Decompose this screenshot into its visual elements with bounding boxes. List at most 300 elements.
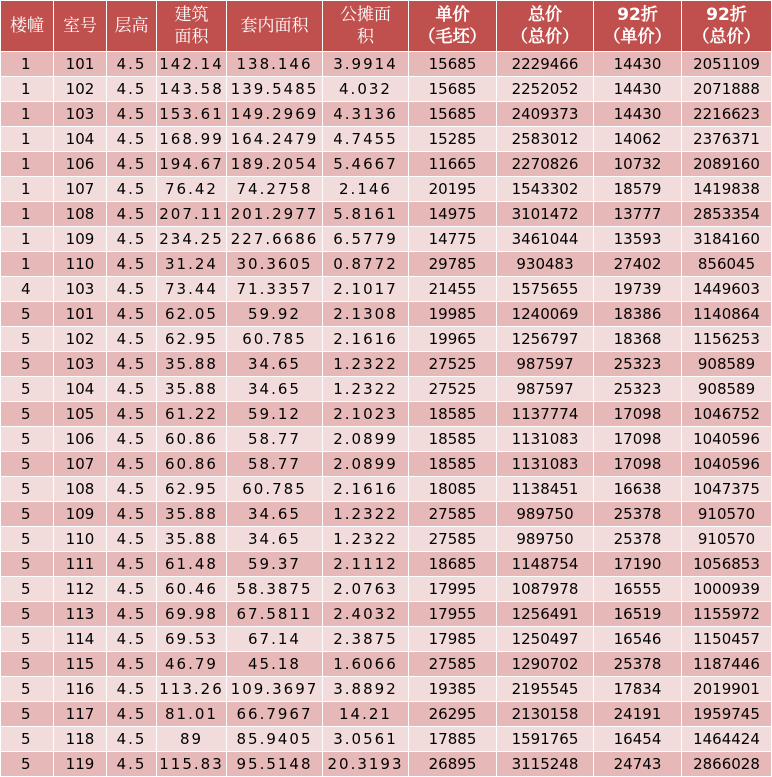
total-price-cell[interactable]: 1148754	[497, 552, 594, 577]
unit-price-cell[interactable]: 18585	[409, 452, 497, 477]
shared-area-cell[interactable]: 14.21	[323, 702, 409, 727]
shared-area-cell[interactable]: 3.8892	[323, 677, 409, 702]
building-cell[interactable]: 5	[1, 502, 54, 527]
unit-price-cell[interactable]: 18685	[409, 552, 497, 577]
building-area-cell[interactable]: 35.88	[157, 502, 227, 527]
unit-price-cell[interactable]: 18585	[409, 427, 497, 452]
floor-height-cell[interactable]: 4.5	[107, 702, 157, 727]
discount-unit-price-cell[interactable]: 13593	[594, 227, 682, 252]
total-price-cell[interactable]: 989750	[497, 502, 594, 527]
room-number-cell[interactable]: 112	[54, 577, 107, 602]
room-number-cell[interactable]: 105	[54, 402, 107, 427]
discount-unit-price-cell[interactable]: 25323	[594, 377, 682, 402]
shared-area-cell[interactable]: 1.2322	[323, 352, 409, 377]
total-price-cell[interactable]: 2409373	[497, 102, 594, 127]
discount-total-price-cell[interactable]: 2216623	[682, 102, 772, 127]
total-price-cell[interactable]: 2252052	[497, 77, 594, 102]
shared-area-cell[interactable]: 6.5779	[323, 227, 409, 252]
discount-unit-price-cell[interactable]: 17098	[594, 452, 682, 477]
interior-area-cell[interactable]: 67.14	[227, 627, 323, 652]
table-row[interactable]	[1, 77, 772, 102]
floor-height-cell[interactable]: 4.5	[107, 527, 157, 552]
floor-height-cell[interactable]: 4.5	[107, 302, 157, 327]
discount-unit-price-cell[interactable]: 25323	[594, 352, 682, 377]
interior-area-cell[interactable]: 189.2054	[227, 152, 323, 177]
discount-total-price-cell[interactable]: 1000939	[682, 577, 772, 602]
unit-price-cell[interactable]: 11665	[409, 152, 497, 177]
unit-price-cell[interactable]: 27585	[409, 652, 497, 677]
shared-area-cell[interactable]: 1.6066	[323, 652, 409, 677]
shared-area-cell[interactable]: 4.3136	[323, 102, 409, 127]
building-area-cell[interactable]: 153.61	[157, 102, 227, 127]
discount-unit-price-cell[interactable]: 18579	[594, 177, 682, 202]
unit-price-cell[interactable]: 17985	[409, 627, 497, 652]
discount-unit-price-cell[interactable]: 16555	[594, 577, 682, 602]
shared-area-cell[interactable]: 1.2322	[323, 502, 409, 527]
header-floor-height[interactable]: 层高	[107, 1, 157, 52]
discount-unit-price-cell[interactable]: 18386	[594, 302, 682, 327]
shared-area-cell[interactable]: 1.2322	[323, 377, 409, 402]
building-cell[interactable]: 1	[1, 252, 54, 277]
total-price-cell[interactable]: 2195545	[497, 677, 594, 702]
total-price-cell[interactable]: 1131083	[497, 452, 594, 477]
interior-area-cell[interactable]: 60.785	[227, 327, 323, 352]
header-interior-area[interactable]: 套内面积	[227, 1, 323, 52]
unit-price-cell[interactable]: 18585	[409, 402, 497, 427]
building-area-cell[interactable]: 69.98	[157, 602, 227, 627]
interior-area-cell[interactable]: 34.65	[227, 377, 323, 402]
table-row[interactable]	[1, 377, 772, 402]
discount-total-price-cell[interactable]: 2376371	[682, 127, 772, 152]
interior-area-cell[interactable]: 164.2479	[227, 127, 323, 152]
building-cell[interactable]: 5	[1, 452, 54, 477]
building-cell[interactable]: 4	[1, 277, 54, 302]
floor-height-cell[interactable]: 4.5	[107, 152, 157, 177]
discount-unit-price-cell[interactable]: 27402	[594, 252, 682, 277]
room-number-cell[interactable]: 116	[54, 677, 107, 702]
discount-total-price-cell[interactable]: 1047375	[682, 477, 772, 502]
building-cell[interactable]: 5	[1, 627, 54, 652]
discount-total-price-cell[interactable]: 1464424	[682, 727, 772, 752]
building-area-cell[interactable]: 61.22	[157, 402, 227, 427]
building-area-cell[interactable]: 35.88	[157, 352, 227, 377]
total-price-cell[interactable]: 1256797	[497, 327, 594, 352]
discount-total-price-cell[interactable]: 2089160	[682, 152, 772, 177]
interior-area-cell[interactable]: 58.77	[227, 427, 323, 452]
total-price-cell[interactable]: 2130158	[497, 702, 594, 727]
floor-height-cell[interactable]: 4.5	[107, 77, 157, 102]
building-cell[interactable]: 5	[1, 302, 54, 327]
unit-price-cell[interactable]: 18085	[409, 477, 497, 502]
building-area-cell[interactable]: 62.95	[157, 477, 227, 502]
discount-unit-price-cell[interactable]: 16519	[594, 602, 682, 627]
building-area-cell[interactable]: 143.58	[157, 77, 227, 102]
shared-area-cell[interactable]: 20.3193	[323, 752, 409, 777]
discount-total-price-cell[interactable]: 2019901	[682, 677, 772, 702]
discount-unit-price-cell[interactable]: 24743	[594, 752, 682, 777]
unit-price-cell[interactable]: 19965	[409, 327, 497, 352]
table-row[interactable]	[1, 552, 772, 577]
shared-area-cell[interactable]: 2.3875	[323, 627, 409, 652]
discount-total-price-cell[interactable]: 908589	[682, 352, 772, 377]
building-area-cell[interactable]: 61.48	[157, 552, 227, 577]
building-area-cell[interactable]: 168.99	[157, 127, 227, 152]
floor-height-cell[interactable]: 4.5	[107, 427, 157, 452]
discount-unit-price-cell[interactable]: 10732	[594, 152, 682, 177]
shared-area-cell[interactable]: 2.0899	[323, 427, 409, 452]
room-number-cell[interactable]: 103	[54, 352, 107, 377]
unit-price-cell[interactable]: 17885	[409, 727, 497, 752]
discount-unit-price-cell[interactable]: 14430	[594, 102, 682, 127]
building-cell[interactable]: 5	[1, 402, 54, 427]
building-area-cell[interactable]: 142.14	[157, 52, 227, 77]
table-row[interactable]	[1, 452, 772, 477]
interior-area-cell[interactable]: 58.77	[227, 452, 323, 477]
interior-area-cell[interactable]: 60.785	[227, 477, 323, 502]
room-number-cell[interactable]: 109	[54, 227, 107, 252]
interior-area-cell[interactable]: 66.7967	[227, 702, 323, 727]
discount-total-price-cell[interactable]: 910570	[682, 502, 772, 527]
discount-total-price-cell[interactable]: 2051109	[682, 52, 772, 77]
building-cell[interactable]: 5	[1, 727, 54, 752]
floor-height-cell[interactable]: 4.5	[107, 202, 157, 227]
floor-height-cell[interactable]: 4.5	[107, 227, 157, 252]
floor-height-cell[interactable]: 4.5	[107, 727, 157, 752]
discount-total-price-cell[interactable]: 1040596	[682, 452, 772, 477]
unit-price-cell[interactable]: 19385	[409, 677, 497, 702]
discount-total-price-cell[interactable]: 2866028	[682, 752, 772, 777]
table-row[interactable]	[1, 402, 772, 427]
interior-area-cell[interactable]: 74.2758	[227, 177, 323, 202]
room-number-cell[interactable]: 111	[54, 552, 107, 577]
floor-height-cell[interactable]: 4.5	[107, 502, 157, 527]
discount-unit-price-cell[interactable]: 14430	[594, 52, 682, 77]
interior-area-cell[interactable]: 85.9405	[227, 727, 323, 752]
header-unit-price[interactable]: 单价 （毛坯）	[409, 1, 497, 52]
room-number-cell[interactable]: 114	[54, 627, 107, 652]
building-area-cell[interactable]: 62.05	[157, 302, 227, 327]
interior-area-cell[interactable]: 71.3357	[227, 277, 323, 302]
discount-unit-price-cell[interactable]: 24191	[594, 702, 682, 727]
discount-total-price-cell[interactable]: 1155972	[682, 602, 772, 627]
header-discount-total-price[interactable]: 92折 （总价）	[682, 1, 772, 52]
table-row[interactable]	[1, 277, 772, 302]
building-cell[interactable]: 5	[1, 427, 54, 452]
room-number-cell[interactable]: 103	[54, 102, 107, 127]
discount-total-price-cell[interactable]: 908589	[682, 377, 772, 402]
shared-area-cell[interactable]: 3.9914	[323, 52, 409, 77]
building-cell[interactable]: 5	[1, 527, 54, 552]
table-row[interactable]	[1, 227, 772, 252]
total-price-cell[interactable]: 930483	[497, 252, 594, 277]
building-cell[interactable]: 5	[1, 327, 54, 352]
interior-area-cell[interactable]: 139.5485	[227, 77, 323, 102]
interior-area-cell[interactable]: 227.6686	[227, 227, 323, 252]
discount-total-price-cell[interactable]: 910570	[682, 527, 772, 552]
unit-price-cell[interactable]: 26295	[409, 702, 497, 727]
room-number-cell[interactable]: 106	[54, 427, 107, 452]
shared-area-cell[interactable]: 2.0763	[323, 577, 409, 602]
table-row[interactable]	[1, 327, 772, 352]
room-number-cell[interactable]: 101	[54, 52, 107, 77]
room-number-cell[interactable]: 110	[54, 527, 107, 552]
building-cell[interactable]: 1	[1, 127, 54, 152]
table-row[interactable]	[1, 577, 772, 602]
discount-unit-price-cell[interactable]: 25378	[594, 502, 682, 527]
discount-unit-price-cell[interactable]: 18368	[594, 327, 682, 352]
header-discount-unit-price[interactable]: 92折 （单价）	[594, 1, 682, 52]
discount-unit-price-cell[interactable]: 14062	[594, 127, 682, 152]
unit-price-cell[interactable]: 15285	[409, 127, 497, 152]
building-area-cell[interactable]: 35.88	[157, 527, 227, 552]
floor-height-cell[interactable]: 4.5	[107, 277, 157, 302]
discount-total-price-cell[interactable]: 1187446	[682, 652, 772, 677]
room-number-cell[interactable]: 104	[54, 377, 107, 402]
unit-price-cell[interactable]: 14775	[409, 227, 497, 252]
table-row[interactable]	[1, 352, 772, 377]
room-number-cell[interactable]: 119	[54, 752, 107, 777]
building-area-cell[interactable]: 76.42	[157, 177, 227, 202]
interior-area-cell[interactable]: 95.5148	[227, 752, 323, 777]
discount-total-price-cell[interactable]: 1156253	[682, 327, 772, 352]
building-area-cell[interactable]: 73.44	[157, 277, 227, 302]
total-price-cell[interactable]: 1256491	[497, 602, 594, 627]
total-price-cell[interactable]: 3461044	[497, 227, 594, 252]
table-row[interactable]	[1, 177, 772, 202]
discount-total-price-cell[interactable]: 1449603	[682, 277, 772, 302]
discount-unit-price-cell[interactable]: 13777	[594, 202, 682, 227]
table-row[interactable]	[1, 627, 772, 652]
discount-unit-price-cell[interactable]: 16454	[594, 727, 682, 752]
floor-height-cell[interactable]: 4.5	[107, 402, 157, 427]
total-price-cell[interactable]: 3115248	[497, 752, 594, 777]
floor-height-cell[interactable]: 4.5	[107, 377, 157, 402]
unit-price-cell[interactable]: 27525	[409, 377, 497, 402]
table-row[interactable]	[1, 152, 772, 177]
discount-total-price-cell[interactable]: 1056853	[682, 552, 772, 577]
discount-total-price-cell[interactable]: 1040596	[682, 427, 772, 452]
building-area-cell[interactable]: 31.24	[157, 252, 227, 277]
total-price-cell[interactable]: 987597	[497, 352, 594, 377]
building-area-cell[interactable]: 62.95	[157, 327, 227, 352]
unit-price-cell[interactable]: 15685	[409, 52, 497, 77]
interior-area-cell[interactable]: 30.3605	[227, 252, 323, 277]
discount-total-price-cell[interactable]: 1150457	[682, 627, 772, 652]
floor-height-cell[interactable]: 4.5	[107, 752, 157, 777]
unit-price-cell[interactable]: 19985	[409, 302, 497, 327]
room-number-cell[interactable]: 107	[54, 452, 107, 477]
total-price-cell[interactable]: 2270826	[497, 152, 594, 177]
building-cell[interactable]: 5	[1, 702, 54, 727]
building-cell[interactable]: 5	[1, 752, 54, 777]
shared-area-cell[interactable]: 2.0899	[323, 452, 409, 477]
floor-height-cell[interactable]: 4.5	[107, 352, 157, 377]
discount-total-price-cell[interactable]: 1959745	[682, 702, 772, 727]
building-area-cell[interactable]: 113.26	[157, 677, 227, 702]
total-price-cell[interactable]: 2229466	[497, 52, 594, 77]
building-cell[interactable]: 1	[1, 152, 54, 177]
header-room-number[interactable]: 室号	[54, 1, 107, 52]
total-price-cell[interactable]: 1240069	[497, 302, 594, 327]
building-cell[interactable]: 5	[1, 352, 54, 377]
discount-unit-price-cell[interactable]: 17834	[594, 677, 682, 702]
building-cell[interactable]: 5	[1, 552, 54, 577]
building-area-cell[interactable]: 234.25	[157, 227, 227, 252]
table-row[interactable]	[1, 52, 772, 77]
shared-area-cell[interactable]: 2.1616	[323, 327, 409, 352]
room-number-cell[interactable]: 107	[54, 177, 107, 202]
building-cell[interactable]: 5	[1, 377, 54, 402]
table-row[interactable]	[1, 502, 772, 527]
discount-unit-price-cell[interactable]: 16546	[594, 627, 682, 652]
discount-total-price-cell[interactable]: 2853354	[682, 202, 772, 227]
floor-height-cell[interactable]: 4.5	[107, 677, 157, 702]
shared-area-cell[interactable]: 0.8772	[323, 252, 409, 277]
building-cell[interactable]: 5	[1, 477, 54, 502]
interior-area-cell[interactable]: 34.65	[227, 502, 323, 527]
floor-height-cell[interactable]: 4.5	[107, 652, 157, 677]
discount-total-price-cell[interactable]: 1046752	[682, 402, 772, 427]
room-number-cell[interactable]: 113	[54, 602, 107, 627]
header-total-price[interactable]: 总价 （总价）	[497, 1, 594, 52]
discount-unit-price-cell[interactable]: 19739	[594, 277, 682, 302]
building-area-cell[interactable]: 89	[157, 727, 227, 752]
building-area-cell[interactable]: 81.01	[157, 702, 227, 727]
interior-area-cell[interactable]: 58.3875	[227, 577, 323, 602]
table-row[interactable]	[1, 652, 772, 677]
unit-price-cell[interactable]: 15685	[409, 77, 497, 102]
room-number-cell[interactable]: 115	[54, 652, 107, 677]
shared-area-cell[interactable]: 2.1308	[323, 302, 409, 327]
unit-price-cell[interactable]: 20195	[409, 177, 497, 202]
floor-height-cell[interactable]: 4.5	[107, 552, 157, 577]
building-area-cell[interactable]: 60.86	[157, 452, 227, 477]
table-row[interactable]	[1, 202, 772, 227]
table-row[interactable]	[1, 302, 772, 327]
shared-area-cell[interactable]: 2.1616	[323, 477, 409, 502]
floor-height-cell[interactable]: 4.5	[107, 52, 157, 77]
room-number-cell[interactable]: 104	[54, 127, 107, 152]
discount-unit-price-cell[interactable]: 14430	[594, 77, 682, 102]
interior-area-cell[interactable]: 67.5811	[227, 602, 323, 627]
shared-area-cell[interactable]: 2.1017	[323, 277, 409, 302]
floor-height-cell[interactable]: 4.5	[107, 577, 157, 602]
header-building[interactable]: 楼幢	[1, 1, 54, 52]
table-row[interactable]	[1, 427, 772, 452]
building-area-cell[interactable]: 35.88	[157, 377, 227, 402]
building-cell[interactable]: 5	[1, 602, 54, 627]
total-price-cell[interactable]: 3101472	[497, 202, 594, 227]
total-price-cell[interactable]: 1131083	[497, 427, 594, 452]
interior-area-cell[interactable]: 59.37	[227, 552, 323, 577]
floor-height-cell[interactable]: 4.5	[107, 177, 157, 202]
unit-price-cell[interactable]: 17955	[409, 602, 497, 627]
interior-area-cell[interactable]: 34.65	[227, 527, 323, 552]
total-price-cell[interactable]: 1591765	[497, 727, 594, 752]
room-number-cell[interactable]: 118	[54, 727, 107, 752]
shared-area-cell[interactable]: 4.7455	[323, 127, 409, 152]
unit-price-cell[interactable]: 17995	[409, 577, 497, 602]
shared-area-cell[interactable]: 2.4032	[323, 602, 409, 627]
interior-area-cell[interactable]: 201.2977	[227, 202, 323, 227]
floor-height-cell[interactable]: 4.5	[107, 477, 157, 502]
room-number-cell[interactable]: 108	[54, 477, 107, 502]
total-price-cell[interactable]: 1137774	[497, 402, 594, 427]
interior-area-cell[interactable]: 34.65	[227, 352, 323, 377]
header-building-area[interactable]: 建筑 面积	[157, 1, 227, 52]
interior-area-cell[interactable]: 138.146	[227, 52, 323, 77]
interior-area-cell[interactable]: 149.2969	[227, 102, 323, 127]
table-row[interactable]	[1, 602, 772, 627]
room-number-cell[interactable]: 117	[54, 702, 107, 727]
total-price-cell[interactable]: 1575655	[497, 277, 594, 302]
floor-height-cell[interactable]: 4.5	[107, 452, 157, 477]
building-cell[interactable]: 1	[1, 227, 54, 252]
building-area-cell[interactable]: 46.79	[157, 652, 227, 677]
interior-area-cell[interactable]: 45.18	[227, 652, 323, 677]
building-area-cell[interactable]: 115.83	[157, 752, 227, 777]
floor-height-cell[interactable]: 4.5	[107, 252, 157, 277]
header-shared-area[interactable]: 公摊面 积	[323, 1, 409, 52]
shared-area-cell[interactable]: 1.2322	[323, 527, 409, 552]
discount-unit-price-cell[interactable]: 17098	[594, 402, 682, 427]
unit-price-cell[interactable]: 27525	[409, 352, 497, 377]
building-cell[interactable]: 1	[1, 52, 54, 77]
building-cell[interactable]: 1	[1, 77, 54, 102]
discount-unit-price-cell[interactable]: 25378	[594, 652, 682, 677]
building-cell[interactable]: 1	[1, 202, 54, 227]
interior-area-cell[interactable]: 109.3697	[227, 677, 323, 702]
building-area-cell[interactable]: 207.11	[157, 202, 227, 227]
unit-price-cell[interactable]: 21455	[409, 277, 497, 302]
shared-area-cell[interactable]: 3.0561	[323, 727, 409, 752]
unit-price-cell[interactable]: 29785	[409, 252, 497, 277]
shared-area-cell[interactable]: 2.1023	[323, 402, 409, 427]
table-row[interactable]	[1, 727, 772, 752]
discount-total-price-cell[interactable]: 1419838	[682, 177, 772, 202]
building-cell[interactable]: 5	[1, 652, 54, 677]
floor-height-cell[interactable]: 4.5	[107, 627, 157, 652]
building-cell[interactable]: 5	[1, 577, 54, 602]
floor-height-cell[interactable]: 4.5	[107, 602, 157, 627]
discount-total-price-cell[interactable]: 856045	[682, 252, 772, 277]
table-row[interactable]	[1, 702, 772, 727]
discount-unit-price-cell[interactable]: 17190	[594, 552, 682, 577]
unit-price-cell[interactable]: 27585	[409, 527, 497, 552]
shared-area-cell[interactable]: 4.032	[323, 77, 409, 102]
table-row[interactable]	[1, 477, 772, 502]
unit-price-cell[interactable]: 26895	[409, 752, 497, 777]
discount-unit-price-cell[interactable]: 25378	[594, 527, 682, 552]
building-area-cell[interactable]: 194.67	[157, 152, 227, 177]
discount-total-price-cell[interactable]: 3184160	[682, 227, 772, 252]
discount-total-price-cell[interactable]: 1140864	[682, 302, 772, 327]
discount-total-price-cell[interactable]: 2071888	[682, 77, 772, 102]
room-number-cell[interactable]: 101	[54, 302, 107, 327]
interior-area-cell[interactable]: 59.92	[227, 302, 323, 327]
unit-price-cell[interactable]: 15685	[409, 102, 497, 127]
shared-area-cell[interactable]: 2.1112	[323, 552, 409, 577]
room-number-cell[interactable]: 106	[54, 152, 107, 177]
total-price-cell[interactable]: 989750	[497, 527, 594, 552]
total-price-cell[interactable]: 1087978	[497, 577, 594, 602]
building-area-cell[interactable]: 60.46	[157, 577, 227, 602]
total-price-cell[interactable]: 1543302	[497, 177, 594, 202]
floor-height-cell[interactable]: 4.5	[107, 127, 157, 152]
room-number-cell[interactable]: 108	[54, 202, 107, 227]
room-number-cell[interactable]: 103	[54, 277, 107, 302]
room-number-cell[interactable]: 109	[54, 502, 107, 527]
